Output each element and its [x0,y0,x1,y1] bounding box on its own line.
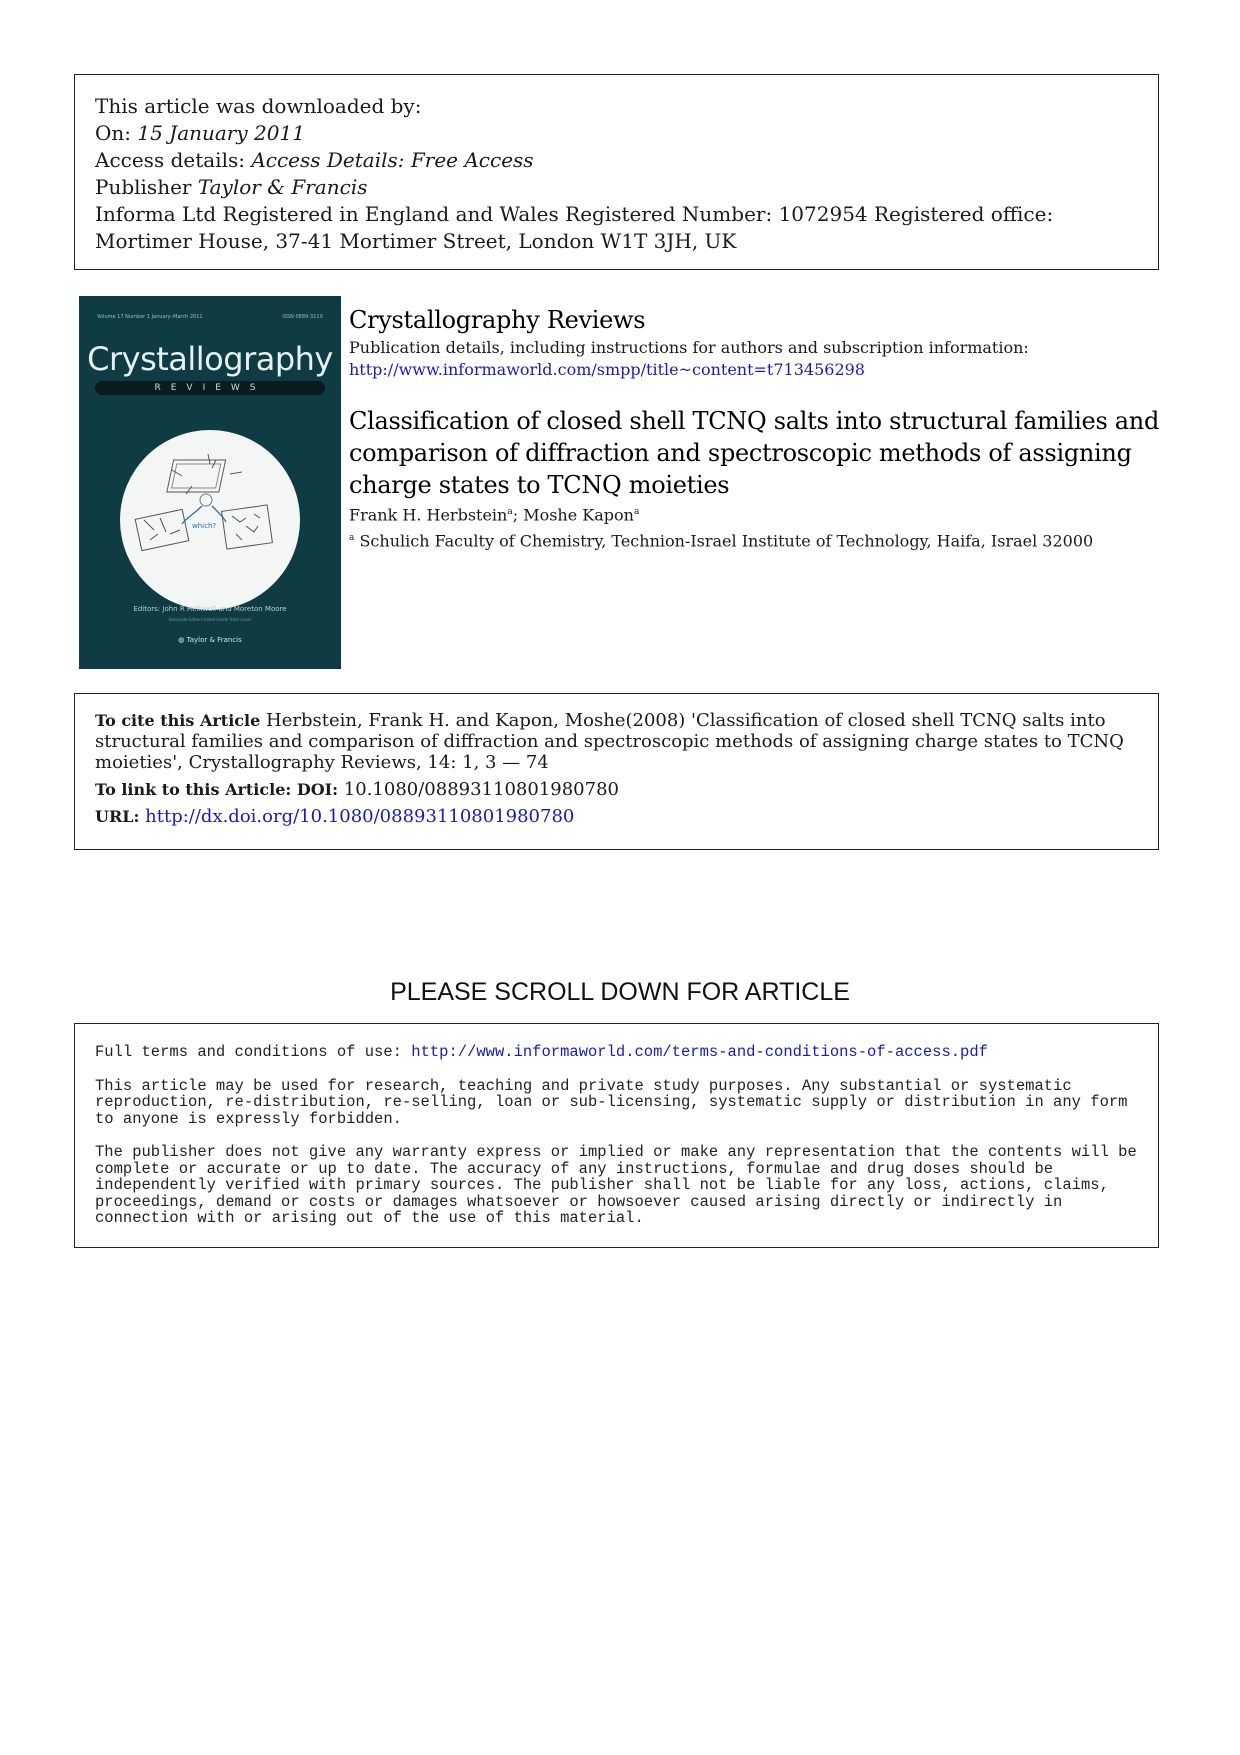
cite-text: Herbstein, Frank H. and Kapon, Moshe(2008) 'Classification of closed shell TCNQ salts into structural families and comparison of diffraction and spectroscopic methods of assigning charge states to TCNQ moieties', Crystallography Reviews, 14: 1, 3 — 74 [95,710,1124,773]
author-name: Moshe Kapon [523,505,634,525]
author-affiliation-mark: a [507,507,513,517]
terms-paragraph-usage: This article may be used for research, teaching and private study purposes. Any substantial or systematic reproduction, re-distribution, re-selling, loan or sub-licensing, systematic supply or distribution in any form to anyone is expressly forbidden. [95,1076,1128,1128]
download-date-label: On: [95,121,132,145]
download-line: This article was downloaded by: [95,94,422,118]
publisher-logo-text: Taylor & Francis [186,636,242,644]
author-separator: ; [512,505,524,525]
publisher-logo [79,636,341,644]
doi-value: 10.1080/08893110801980780 [343,779,619,800]
publisher-label: Publisher [95,175,192,199]
access-details-value: Access Details: Free Access [251,148,534,172]
terms-row [95,1044,1138,1061]
cite-label: To cite this Article [95,711,261,730]
scroll-down-banner: PLEASE SCROLL DOWN FOR ARTICLE [390,978,850,1006]
download-date-value: 15 January 2011 [137,121,305,145]
citation-box [74,693,1159,850]
doi-label: To link to this Article: DOI: [95,780,339,799]
cover-editors: Editors: John R Helliwell and Moreton Moore [133,605,287,613]
publisher-row [95,174,1138,201]
terms-paragraph-disclaimer: The publisher does not give any warranty express or implied or make any representation that the contents will be complete or accurate or up to date. The accuracy of any instructions, formulae and drug doses should be independently verified with primary sources. The publisher shall not be liable for any loss, actions, claims, proceedings, demand or costs or damages whatsoever or howsoever caused arising directly or indirectly in connection with or arising out of the use of this material. [95,1143,1137,1227]
article-header [349,305,1169,554]
access-details-label: Access details: [95,148,245,172]
publication-details-note: Publication details, including instructions for authors and subscription information: [349,338,1029,357]
cover-subtitle-bar: REVIEWS [95,381,325,395]
crystal-structure-icon [120,430,300,610]
registration-text: Informa Ltd Registered in England and Wales Registered Number: 1072954 Registered office: Mortimer House, 37-41 Mortimer Street, London W1T 3JH, UK [95,202,1054,253]
article-title: Classification of closed shell TCNQ salts into structural families and comparison of diffraction and spectroscopic methods of assigning charge states to TCNQ moieties [349,407,1160,499]
journal-link[interactable]: http://www.informaworld.com/smpp/title~content=t713456298 [349,360,865,379]
author-list [349,501,1169,526]
terms-link[interactable]: http://www.informaworld.com/terms-and-conditions-of-access.pdf [411,1043,988,1061]
publisher-value: Taylor & Francis [197,175,368,199]
cover-title: Crystallography [87,340,333,378]
author-name: Frank H. Herbstein [349,505,508,525]
terms-label: Full terms and conditions of use: [95,1043,402,1061]
cover-issn-text: ISSN 0889-311X [282,314,323,320]
cover-which-label: which? [192,522,217,530]
terms-box [74,1023,1159,1248]
doi-url-link[interactable]: http://dx.doi.org/10.1080/08893110801980780 [145,806,575,827]
cover-illustration [120,430,300,610]
author-affiliation-mark: a [633,507,640,517]
cover-associate-editors: Associate Editors listed inside front cover [168,617,252,622]
cover-volume-text: Volume 17 Number 1 January–March 2011 [97,314,203,320]
affiliation [349,526,1169,553]
url-label: URL: [95,807,140,826]
publisher-logo-icon: ◍ [178,636,185,644]
download-date-row [95,120,1138,147]
download-info-box [74,74,1159,270]
journal-title: Crystallography Reviews [349,306,646,334]
citation-row [95,710,1138,773]
affiliation-mark: a [349,533,355,544]
url-row [95,806,1138,827]
access-details-row [95,147,1138,174]
affiliation-text: Schulich Faculty of Chemistry, Technion-Israel Institute of Technology, Haifa, Israel 32000 [359,531,1094,551]
journal-cover-image [79,296,341,669]
doi-row [95,779,1138,800]
